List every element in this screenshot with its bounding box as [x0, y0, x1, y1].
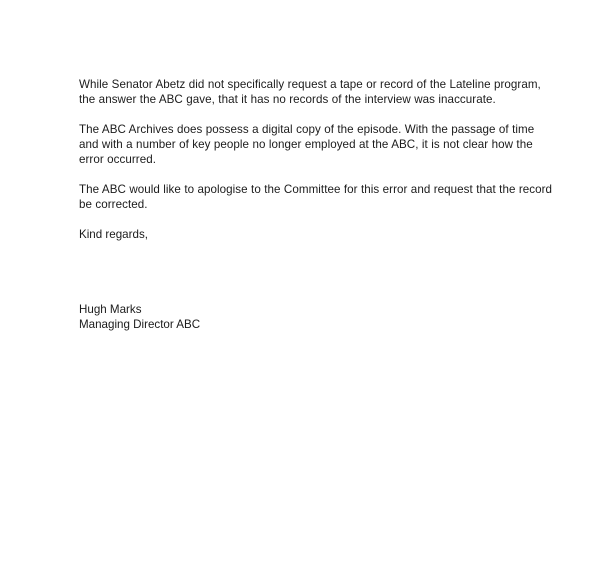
- signatory-name: Hugh Marks: [79, 303, 142, 316]
- body-paragraph-1: While Senator Abetz did not specifically request a tape or record of the Lateline program, the answer the ABC gave, that it has no records of the interview was inaccurate.: [79, 78, 541, 106]
- body-paragraph-2: The ABC Archives does possess a digital copy of the episode. With the passage of time and with a number of key people no longer employed at the ABC, it is not clear how the error occurred.: [79, 123, 535, 166]
- letter-body: [79, 77, 557, 332]
- closing-salutation: Kind regards,: [79, 228, 148, 241]
- signature-block: [79, 302, 557, 332]
- signatory-title: Managing Director ABC: [79, 318, 201, 331]
- body-paragraph-3: The ABC would like to apologise to the Committee for this error and request that the record be corrected.: [79, 183, 553, 211]
- signature-space: [79, 242, 557, 302]
